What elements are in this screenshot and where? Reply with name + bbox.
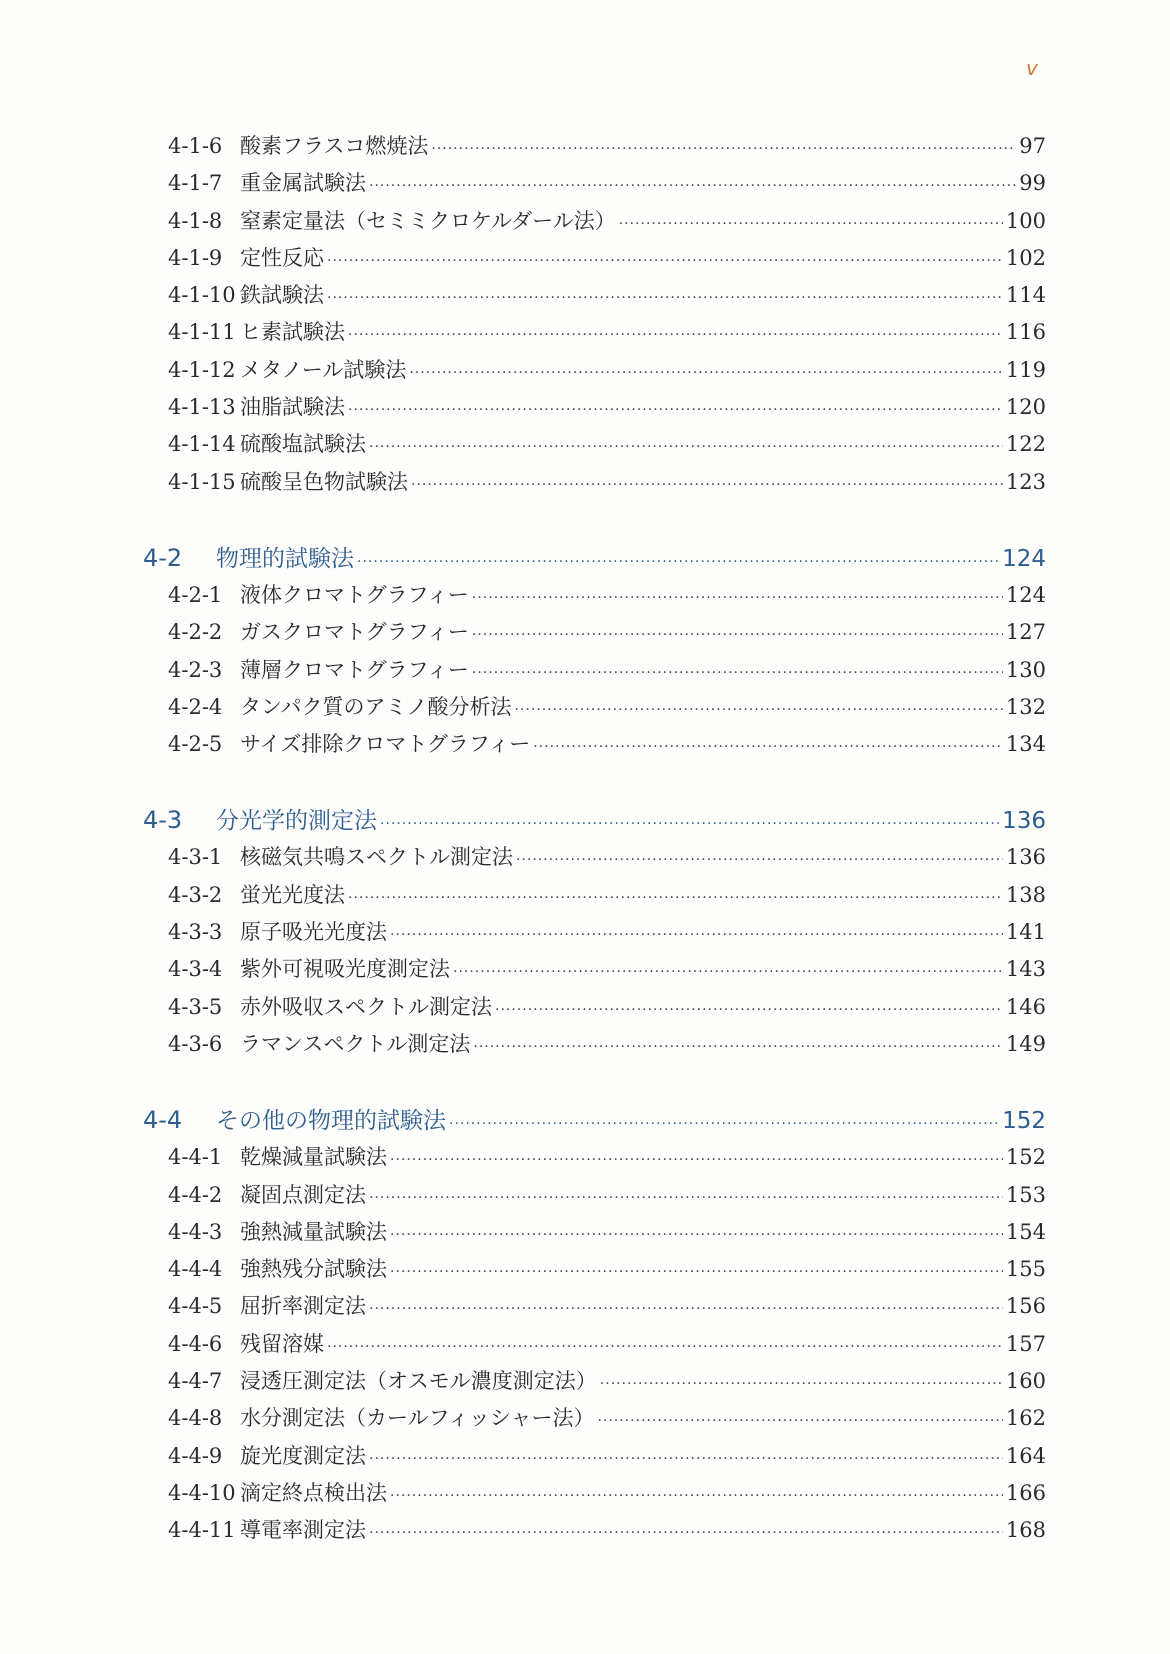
dot-leader: [411, 467, 1003, 504]
entry-page: 119: [1005, 357, 1046, 382]
entry-title: 紫外可視吸光度測定法: [240, 957, 450, 982]
entry-title: 浸透圧測定法（オスモル濃度測定法）: [240, 1369, 597, 1394]
entry-page: 127: [1005, 620, 1046, 645]
toc-entry[interactable]: [168, 951, 1046, 988]
toc-entry[interactable]: [168, 1363, 1046, 1400]
entry-page: 114: [1005, 283, 1046, 308]
entry-title: 凝固点測定法: [240, 1182, 366, 1207]
toc-entry[interactable]: [168, 914, 1046, 951]
entry-page: 120: [1005, 395, 1046, 420]
toc-section-entry[interactable]: [143, 539, 1046, 577]
entry-title: 水分測定法（カールフィッシャー法）: [240, 1406, 595, 1431]
entry-title: 酸素フラスコ燃焼法: [240, 134, 429, 158]
dot-leader: [369, 1291, 1003, 1328]
entry-title: 乾燥減量試験法: [240, 1145, 387, 1170]
entry-title: サイズ排除クロマトグラフィー: [240, 732, 531, 757]
toc-entry[interactable]: [168, 1251, 1046, 1288]
dot-leader: [431, 131, 1016, 168]
entry-number: 4-2-1: [168, 582, 223, 607]
entry-number: 4-3-6: [168, 1031, 223, 1056]
toc-entry[interactable]: [168, 652, 1046, 689]
entry-page: 99: [1019, 171, 1046, 196]
entry-number: 4-3-4: [168, 957, 223, 982]
toc-entry[interactable]: [168, 839, 1046, 876]
entry-page: 160: [1005, 1369, 1046, 1394]
toc-entry[interactable]: [168, 128, 1046, 165]
entry-title: 定性反応: [240, 245, 324, 270]
entry-page: 164: [1005, 1443, 1046, 1468]
dot-leader: [369, 1441, 1003, 1478]
entry-title: 核磁気共鳴スペクトル測定法: [240, 845, 513, 870]
page-number: v: [1026, 56, 1038, 80]
entry-page: 138: [1005, 882, 1046, 907]
entry-page: 154: [1005, 1219, 1046, 1244]
entry-title: 導電率測定法: [240, 1518, 366, 1543]
entry-number: 4-4-9: [168, 1443, 223, 1468]
entry-page: 136: [1005, 845, 1046, 870]
entry-number: 4-2-3: [168, 657, 223, 682]
entry-number: 4-2-2: [168, 620, 223, 645]
toc-entry[interactable]: [168, 577, 1046, 614]
dot-leader: [597, 1403, 1002, 1440]
entry-number: 4-1-13: [168, 395, 236, 420]
entry-number: 4-3-5: [168, 994, 223, 1019]
toc-entry[interactable]: [168, 1438, 1046, 1475]
entry-page: 156: [1005, 1294, 1046, 1319]
dot-leader: [600, 1366, 1003, 1403]
entry-number: 4-4-2: [168, 1182, 223, 1207]
entry-page: 136: [1002, 808, 1046, 835]
entry-title: 原子吸光光度法: [240, 920, 387, 945]
toc-entry[interactable]: [168, 689, 1046, 726]
dot-leader: [473, 1029, 1003, 1066]
entry-page: 100: [1005, 208, 1046, 233]
entry-number: 4-4-6: [168, 1331, 223, 1356]
toc-entry[interactable]: [168, 464, 1046, 501]
toc-group: [0, 801, 1170, 1063]
entry-title: 重金属試験法: [240, 171, 366, 196]
entry-number: 4-2-5: [168, 732, 223, 757]
entry-title: 硫酸呈色物試験法: [240, 469, 408, 494]
dot-leader: [453, 954, 1003, 991]
entry-page: 141: [1005, 920, 1046, 945]
toc-group: [0, 1101, 1170, 1549]
entry-number: 4-3-2: [168, 882, 223, 907]
dot-leader: [390, 1478, 1003, 1515]
entry-title: ガスクロマトグラフィー: [240, 620, 469, 645]
entry-title: 液体クロマトグラフィー: [240, 582, 469, 607]
dot-leader: [357, 543, 999, 581]
entry-title: 赤外吸収スペクトル測定法: [240, 994, 492, 1019]
entry-number: 4-4-8: [168, 1406, 223, 1431]
entry-number: 4-1-15: [168, 469, 236, 494]
entry-page: 152: [1005, 1145, 1046, 1170]
entry-number: 4-4: [143, 1106, 183, 1135]
toc-entry[interactable]: [168, 1214, 1046, 1251]
entry-number: 4-1-12: [168, 357, 236, 382]
entry-title: タンパク質のアミノ酸分析法: [240, 694, 512, 719]
entry-number: 4-1-14: [168, 432, 236, 457]
entry-title: 硫酸塩試験法: [240, 432, 366, 457]
entry-page: 102: [1005, 245, 1046, 270]
entry-page: 143: [1005, 957, 1046, 982]
toc-entry[interactable]: [168, 877, 1046, 914]
toc-entry[interactable]: [168, 314, 1046, 351]
toc-entry[interactable]: [168, 1326, 1046, 1363]
entry-title: 強熱残分試験法: [240, 1257, 387, 1282]
toc-entry[interactable]: [168, 203, 1046, 240]
entry-title: ラマンスペクトル測定法: [240, 1031, 471, 1056]
dot-leader: [472, 655, 1003, 692]
dot-leader: [369, 168, 1016, 205]
entry-title: 鉄試験法: [240, 283, 324, 308]
dot-leader: [390, 1217, 1003, 1254]
entry-page: 97: [1019, 134, 1046, 158]
dot-leader: [515, 692, 1003, 729]
dot-leader: [369, 429, 1003, 466]
entry-title: 分光学的測定法: [216, 808, 377, 835]
entry-number: 4-1-9: [168, 245, 223, 270]
table-of-contents: [0, 128, 1170, 1588]
entry-page: 162: [1005, 1406, 1046, 1431]
toc-group: [0, 128, 1170, 501]
toc-entry[interactable]: [168, 1475, 1046, 1512]
toc-entry[interactable]: [168, 352, 1046, 389]
entry-page: 124: [1005, 582, 1046, 607]
entry-page: 152: [1002, 1108, 1046, 1135]
entry-page: 168: [1005, 1518, 1046, 1543]
entry-number: 4-2: [143, 543, 183, 572]
toc-entry[interactable]: [168, 1400, 1046, 1437]
toc-entry[interactable]: [168, 1139, 1046, 1176]
entry-number: 4-4-1: [168, 1145, 223, 1170]
dot-leader: [380, 805, 999, 843]
dot-leader: [449, 1105, 999, 1143]
dot-leader: [390, 917, 1003, 954]
dot-leader: [472, 617, 1003, 654]
entry-number: 4-2-4: [168, 694, 223, 719]
entry-number: 4-1-7: [168, 171, 223, 196]
entry-number: 4-1-6: [168, 134, 223, 158]
toc-entry[interactable]: [168, 389, 1046, 426]
dot-leader: [409, 355, 1003, 392]
dot-leader: [348, 317, 1003, 354]
dot-leader: [472, 580, 1003, 617]
toc-entry[interactable]: [168, 1288, 1046, 1325]
entry-title: その他の物理的試験法: [216, 1108, 446, 1135]
entry-number: 4-3-3: [168, 920, 223, 945]
dot-leader: [495, 992, 1003, 1029]
entry-title: 滴定終点検出法: [240, 1480, 387, 1505]
dot-leader: [533, 729, 1003, 766]
entry-title: 薄層クロマトグラフィー: [240, 657, 469, 682]
entry-number: 4-4-11: [168, 1518, 236, 1543]
dot-leader: [327, 243, 1003, 280]
entry-title: 旋光度測定法: [240, 1443, 366, 1468]
entry-number: 4-3-1: [168, 845, 223, 870]
entry-title: 油脂試験法: [240, 395, 345, 420]
entry-number: 4-4-7: [168, 1369, 223, 1394]
entry-page: 153: [1005, 1182, 1046, 1207]
toc-group: [0, 539, 1170, 763]
toc-entry[interactable]: [168, 165, 1046, 202]
dot-leader: [327, 1329, 1003, 1366]
entry-page: 124: [1002, 545, 1046, 572]
entry-title: 屈折率測定法: [240, 1294, 366, 1319]
entry-number: 4-1-8: [168, 208, 223, 233]
entry-title: 窒素定量法（セミミクロケルダール法）: [240, 208, 616, 233]
toc-entry[interactable]: [168, 277, 1046, 314]
toc-entry[interactable]: [168, 726, 1046, 763]
entry-page: 146: [1005, 994, 1046, 1019]
entry-number: 4-4-5: [168, 1294, 223, 1319]
toc-entry[interactable]: [168, 1177, 1046, 1214]
toc-entry[interactable]: [168, 989, 1046, 1026]
toc-entry[interactable]: [168, 614, 1046, 651]
entry-number: 4-3: [143, 806, 183, 835]
toc-section-entry[interactable]: [143, 1101, 1046, 1139]
toc-entry[interactable]: [168, 426, 1046, 463]
entry-page: 166: [1005, 1480, 1046, 1505]
dot-leader: [619, 206, 1003, 243]
entry-page: 134: [1005, 732, 1046, 757]
entry-page: 123: [1005, 469, 1046, 494]
entry-title: 残留溶媒: [240, 1331, 324, 1356]
dot-leader: [390, 1254, 1003, 1291]
dot-leader: [327, 280, 1003, 317]
entry-number: 4-4-4: [168, 1257, 223, 1282]
entry-title: ヒ素試験法: [240, 320, 345, 345]
toc-entry[interactable]: [168, 240, 1046, 277]
entry-number: 4-4-3: [168, 1219, 223, 1244]
dot-leader: [369, 1515, 1003, 1552]
entry-page: 157: [1005, 1331, 1046, 1356]
entry-title: 強熱減量試験法: [240, 1219, 387, 1244]
toc-entry[interactable]: [168, 1026, 1046, 1063]
entry-page: 149: [1005, 1031, 1046, 1056]
dot-leader: [390, 1142, 1003, 1179]
dot-leader: [348, 392, 1003, 429]
entry-title: メタノール試験法: [240, 357, 407, 382]
entry-number: 4-1-10: [168, 283, 236, 308]
entry-title: 物理的試験法: [216, 545, 354, 572]
entry-page: 116: [1005, 320, 1046, 345]
entry-title: 蛍光光度法: [240, 882, 345, 907]
toc-entry[interactable]: [168, 1512, 1046, 1549]
toc-section-entry[interactable]: [143, 801, 1046, 839]
entry-page: 122: [1005, 432, 1046, 457]
entry-page: 155: [1005, 1257, 1046, 1282]
dot-leader: [369, 1180, 1003, 1217]
dot-leader: [516, 842, 1003, 879]
entry-page: 130: [1005, 657, 1046, 682]
entry-page: 132: [1005, 694, 1046, 719]
entry-number: 4-4-10: [168, 1480, 236, 1505]
dot-leader: [348, 880, 1003, 917]
entry-number: 4-1-11: [168, 320, 236, 345]
